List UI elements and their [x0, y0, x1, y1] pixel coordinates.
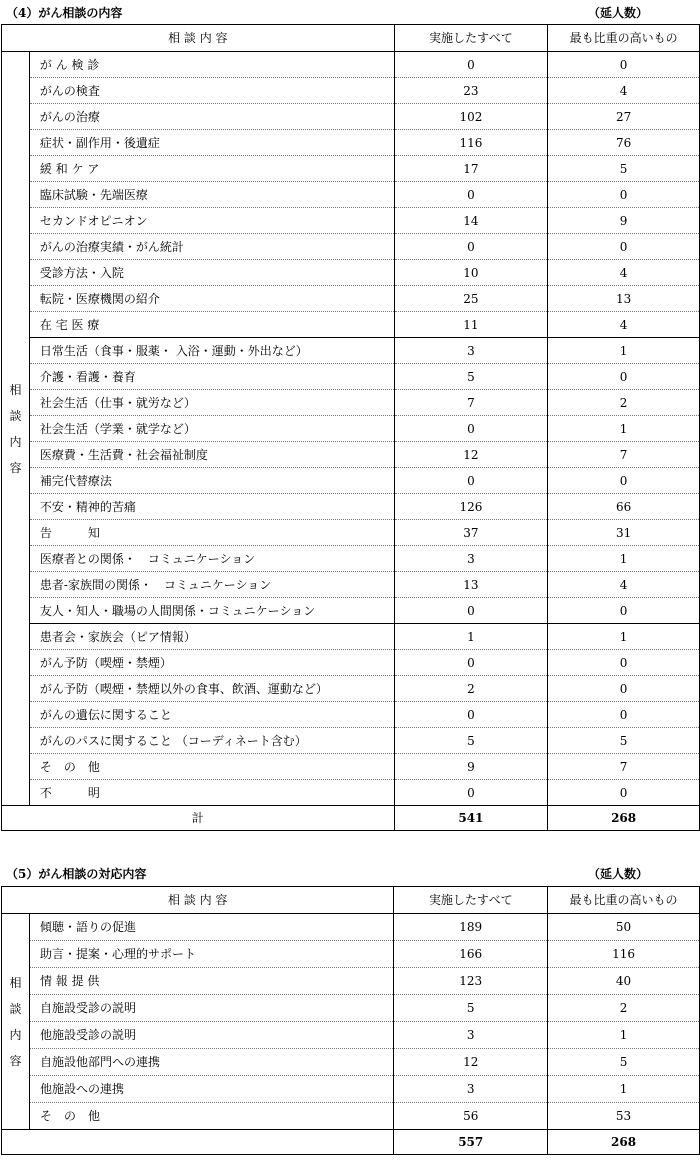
row-top-value: 0 — [548, 364, 700, 390]
table-row — [2, 182, 700, 208]
row-top-value: 5 — [548, 1049, 700, 1076]
table-row — [2, 968, 700, 995]
table-row — [2, 390, 700, 416]
row-label: 社会生活（学業・就学など） — [29, 416, 394, 442]
section4-table — [1, 24, 700, 831]
row-label: 医療費・生活費・社会福祉制度 — [29, 442, 394, 468]
row-top-value: 1 — [548, 1022, 700, 1049]
table-row — [2, 702, 700, 728]
row-top-value: 0 — [548, 468, 700, 494]
row-label: そ の 他 — [29, 1103, 393, 1130]
row-top-value: 4 — [548, 312, 700, 338]
row-all-value: 166 — [394, 941, 548, 968]
vertical-label-char: 容 — [9, 1053, 22, 1068]
section5-unit: （延人数） — [588, 867, 649, 881]
row-label: 他施設への連携 — [29, 1076, 393, 1103]
row-top-value: 1 — [548, 624, 700, 650]
row-label: 患者-家族間の関係・ コミュニケーション — [29, 572, 394, 598]
table-row — [2, 286, 700, 312]
row-top-value: 2 — [548, 390, 700, 416]
vertical-label-char: 内 — [9, 434, 22, 449]
row-all-value: 11 — [394, 312, 548, 338]
table-row — [2, 52, 700, 78]
row-all-value: 116 — [394, 130, 548, 156]
row-top-value: 4 — [548, 78, 700, 104]
table-row — [2, 78, 700, 104]
row-all-value: 102 — [394, 104, 548, 130]
row-label: 傾聴・語りの促進 — [29, 914, 393, 941]
table-row — [2, 728, 700, 754]
table-row — [2, 494, 700, 520]
table-row — [2, 995, 700, 1022]
total-all-value: 557 — [394, 1130, 548, 1155]
row-top-value: 4 — [548, 572, 700, 598]
row-label: そ の 他 — [29, 754, 394, 780]
total-label — [2, 1130, 394, 1155]
row-label: 緩 和 ケ ア — [29, 156, 394, 182]
row-top-value: 5 — [548, 156, 700, 182]
row-top-value: 27 — [548, 104, 700, 130]
table-row — [2, 468, 700, 494]
table-row — [2, 1049, 700, 1076]
row-top-value: 13 — [548, 286, 700, 312]
row-top-value: 5 — [548, 728, 700, 754]
row-label: がんの検査 — [29, 78, 394, 104]
row-label: 社会生活（仕事・就労など） — [29, 390, 394, 416]
row-all-value: 0 — [394, 234, 548, 260]
row-all-value: 0 — [394, 468, 548, 494]
row-all-value: 0 — [394, 702, 548, 728]
header-all: 実施したすべて — [394, 25, 548, 52]
row-all-value: 17 — [394, 156, 548, 182]
table-row — [2, 520, 700, 546]
row-all-value: 9 — [394, 754, 548, 780]
total-all-value: 541 — [394, 806, 548, 831]
row-all-value: 25 — [394, 286, 548, 312]
row-label: 補完代替療法 — [29, 468, 394, 494]
table-row — [2, 104, 700, 130]
row-top-value: 0 — [548, 650, 700, 676]
total-row — [2, 1130, 700, 1155]
table-row — [2, 234, 700, 260]
row-top-value: 0 — [548, 780, 700, 806]
row-label: 臨床試験・先端医療 — [29, 182, 394, 208]
header-all: 実施したすべて — [394, 887, 548, 914]
header-top: 最も比重の高いもの — [548, 887, 700, 914]
row-top-value: 50 — [548, 914, 700, 941]
vertical-label-char: 内 — [9, 1027, 22, 1042]
table-row — [2, 260, 700, 286]
row-all-value: 10 — [394, 260, 548, 286]
row-label: 患者会・家族会（ピア情報） — [29, 624, 394, 650]
row-top-value: 1 — [548, 416, 700, 442]
row-all-value: 0 — [394, 52, 548, 78]
row-all-value: 0 — [394, 182, 548, 208]
row-label: がんの遺伝に関すること — [29, 702, 394, 728]
row-label: 他施設受診の説明 — [29, 1022, 393, 1049]
table-row — [2, 416, 700, 442]
row-label: 告 知 — [29, 520, 394, 546]
table-row — [2, 754, 700, 780]
row-label: 日常生活（食事・服薬・ 入浴・運動・外出など） — [29, 338, 394, 364]
table-row — [2, 780, 700, 806]
row-all-value: 14 — [394, 208, 548, 234]
row-all-value: 3 — [394, 1022, 548, 1049]
row-all-value: 3 — [394, 338, 548, 364]
row-label: 自施設受診の説明 — [29, 995, 393, 1022]
row-label: がんのパスに関すること （コーディネート含む） — [29, 728, 394, 754]
row-top-value: 1 — [548, 338, 700, 364]
section5-title: （5）がん相談の対応内容 — [6, 867, 147, 881]
row-all-value: 1 — [394, 624, 548, 650]
total-row — [2, 806, 700, 831]
vertical-label-char: 相 — [9, 382, 22, 397]
row-label: 自施設他部門への連携 — [29, 1049, 393, 1076]
row-all-value: 126 — [394, 494, 548, 520]
row-label: がんの治療 — [29, 104, 394, 130]
table-row — [2, 1076, 700, 1103]
vertical-label — [2, 914, 30, 1130]
row-label: 友人・知人・職場の人間関係・コミュニケーション — [29, 598, 394, 624]
row-top-value: 9 — [548, 208, 700, 234]
row-all-value: 12 — [394, 442, 548, 468]
section4-title: （4）がん相談の内容 — [6, 6, 123, 20]
row-top-value: 116 — [548, 941, 700, 968]
row-label: がん予防（喫煙・禁煙以外の食事、飲酒、運動など） — [29, 676, 394, 702]
row-label: セカンドオピニオン — [29, 208, 394, 234]
table-row — [2, 208, 700, 234]
table-row — [2, 1103, 700, 1130]
table-row — [2, 676, 700, 702]
vertical-label-char: 相 — [9, 975, 22, 990]
row-all-value: 0 — [394, 416, 548, 442]
row-top-value: 66 — [548, 494, 700, 520]
section4-unit: （延人数） — [588, 6, 649, 20]
table-row — [2, 130, 700, 156]
vertical-label-char: 談 — [9, 1001, 22, 1016]
table-row — [2, 364, 700, 390]
row-all-value: 0 — [394, 598, 548, 624]
row-label: 在 宅 医 療 — [29, 312, 394, 338]
row-top-value: 76 — [548, 130, 700, 156]
row-label: 転院・医療機関の紹介 — [29, 286, 394, 312]
row-top-value: 0 — [548, 52, 700, 78]
row-top-value: 1 — [548, 1076, 700, 1103]
section5-table — [1, 886, 700, 1155]
header-row — [2, 887, 700, 914]
row-top-value: 0 — [548, 702, 700, 728]
total-top-value: 268 — [548, 806, 700, 831]
table-row — [2, 1022, 700, 1049]
row-label: 不 明 — [29, 780, 394, 806]
row-all-value: 5 — [394, 364, 548, 390]
table-row — [2, 442, 700, 468]
row-top-value: 1 — [548, 546, 700, 572]
table-row — [2, 914, 700, 941]
vertical-label-char: 容 — [9, 460, 22, 475]
row-label: 不安・精神的苦痛 — [29, 494, 394, 520]
header-row — [2, 25, 700, 52]
vertical-label-char: 談 — [9, 408, 22, 423]
row-all-value: 7 — [394, 390, 548, 416]
row-top-value: 40 — [548, 968, 700, 995]
row-top-value: 0 — [548, 598, 700, 624]
table-row — [2, 312, 700, 338]
table-row — [2, 572, 700, 598]
row-top-value: 31 — [548, 520, 700, 546]
table-row — [2, 598, 700, 624]
row-all-value: 0 — [394, 650, 548, 676]
row-top-value: 0 — [548, 234, 700, 260]
row-top-value: 0 — [548, 676, 700, 702]
row-top-value: 7 — [548, 442, 700, 468]
row-all-value: 13 — [394, 572, 548, 598]
table-row — [2, 624, 700, 650]
row-all-value: 3 — [394, 546, 548, 572]
table-row — [2, 546, 700, 572]
table-row — [2, 650, 700, 676]
row-top-value: 53 — [548, 1103, 700, 1130]
table-row — [2, 338, 700, 364]
header-content: 相 談 内 容 — [2, 25, 395, 52]
total-label: 計 — [2, 806, 395, 831]
table-row — [2, 156, 700, 182]
row-all-value: 2 — [394, 676, 548, 702]
row-all-value: 5 — [394, 728, 548, 754]
row-label: 情 報 提 供 — [29, 968, 393, 995]
row-top-value: 4 — [548, 260, 700, 286]
row-top-value: 2 — [548, 995, 700, 1022]
row-all-value: 23 — [394, 78, 548, 104]
header-top: 最も比重の高いもの — [548, 25, 700, 52]
row-all-value: 5 — [394, 995, 548, 1022]
row-label: 症状・副作用・後遺症 — [29, 130, 394, 156]
row-label: 受診方法・入院 — [29, 260, 394, 286]
total-top-value: 268 — [548, 1130, 700, 1155]
table-row — [2, 941, 700, 968]
row-all-value: 123 — [394, 968, 548, 995]
row-all-value: 37 — [394, 520, 548, 546]
vertical-label — [2, 52, 30, 806]
row-label: が ん 検 診 — [29, 52, 394, 78]
row-all-value: 189 — [394, 914, 548, 941]
row-label: 医療者との関係・ コミュニケーション — [29, 546, 394, 572]
row-all-value: 56 — [394, 1103, 548, 1130]
row-label: 助言・提案・心理的サポート — [29, 941, 393, 968]
row-top-value: 7 — [548, 754, 700, 780]
row-label: がん予防（喫煙・禁煙） — [29, 650, 394, 676]
header-content: 相 談 内 容 — [2, 887, 394, 914]
row-top-value: 0 — [548, 182, 700, 208]
row-all-value: 12 — [394, 1049, 548, 1076]
row-label: 介護・看護・養育 — [29, 364, 394, 390]
row-label: がんの治療実績・がん統計 — [29, 234, 394, 260]
row-all-value: 3 — [394, 1076, 548, 1103]
row-all-value: 0 — [394, 780, 548, 806]
